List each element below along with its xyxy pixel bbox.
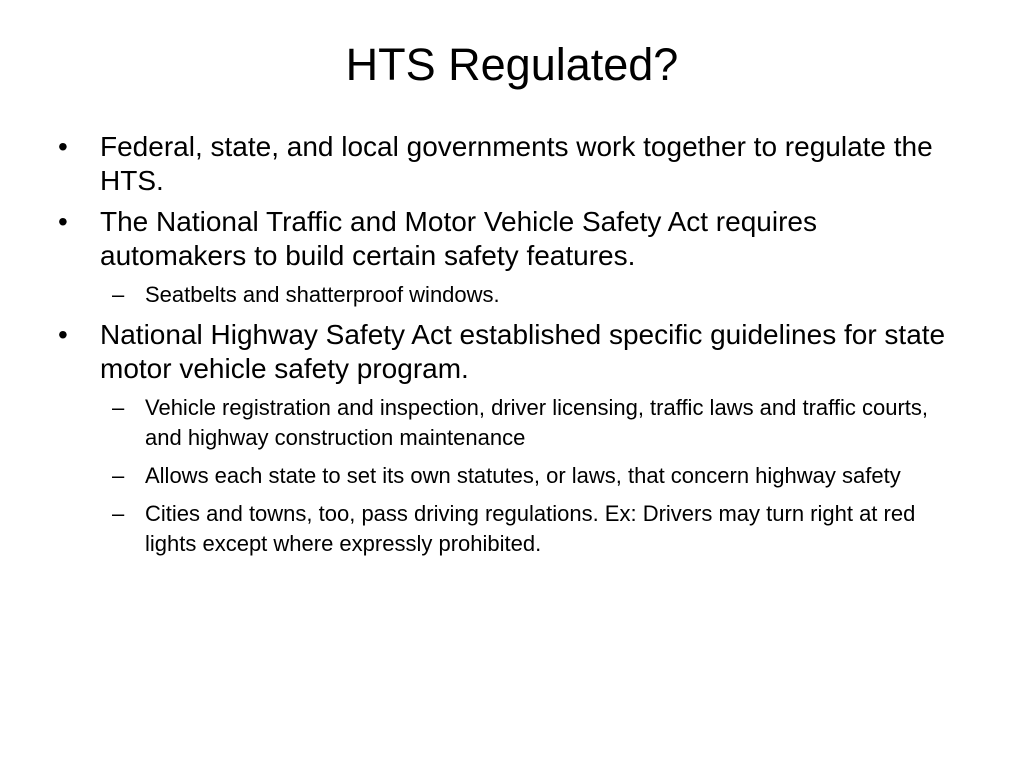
sub-bullet-list [58, 280, 958, 310]
bullet-item [58, 205, 958, 273]
bullet-item [58, 130, 958, 198]
sub-bullet-text: Cities and towns, too, pass driving regulations. Ex: Drivers may turn right at red lights except where expressly prohibited. [145, 501, 916, 556]
bullet-text: The National Traffic and Motor Vehicle Safety Act requires automakers to build certain safety features. [100, 206, 817, 271]
bullet-item [58, 318, 958, 386]
slide-title: HTS Regulated? [345, 39, 679, 90]
dash-marker: – [112, 501, 125, 526]
bullet-text: National Highway Safety Act established specific guidelines for state motor vehicle safety program. [100, 319, 946, 384]
dash-marker: – [112, 395, 125, 420]
sub-bullet-text: Seatbelts and shatterproof windows. [145, 282, 500, 307]
dash-marker: – [112, 282, 125, 307]
sub-bullet-item [58, 393, 958, 453]
sub-bullet-text: Allows each state to set its own statutes, or laws, that concern highway safety [145, 463, 901, 488]
sub-bullet-item [58, 461, 958, 491]
sub-bullet-item [58, 280, 958, 310]
sub-bullet-list [58, 393, 958, 559]
bullet-list [58, 130, 958, 567]
bullet-marker: • [58, 206, 68, 237]
sub-bullet-text: Vehicle registration and inspection, driver licensing, traffic laws and traffic courts, and highway construction maintenance [145, 395, 929, 450]
sub-bullet-item [58, 499, 958, 559]
dash-marker: – [112, 463, 125, 488]
bullet-marker: • [58, 131, 68, 162]
bullet-text: Federal, state, and local governments work together to regulate the HTS. [100, 131, 933, 196]
bullet-marker: • [58, 319, 68, 350]
